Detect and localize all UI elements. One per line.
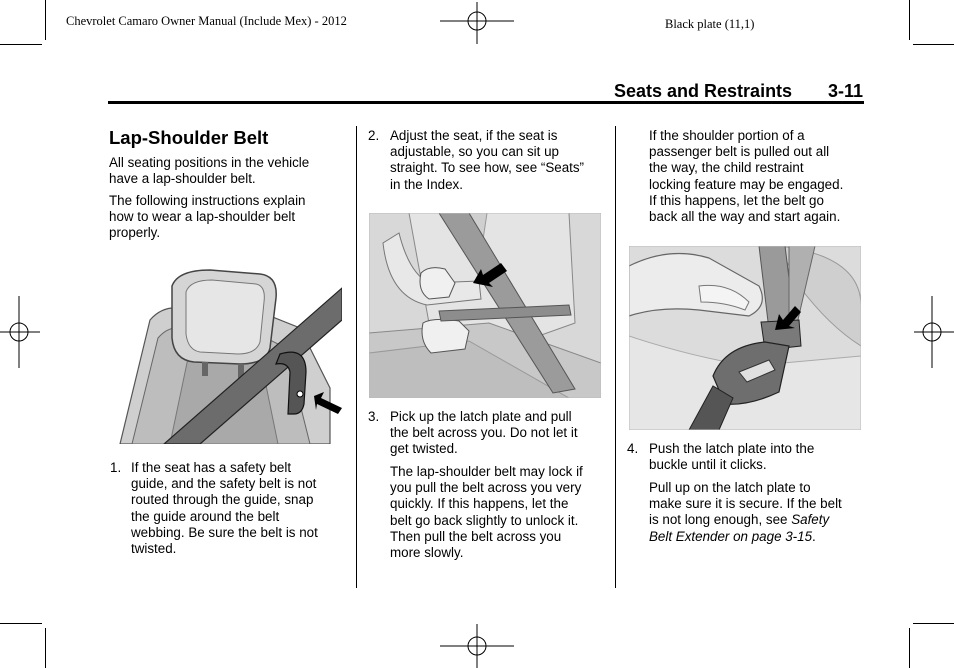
crop-mark [909,628,910,668]
text-line: the belt across you. Do not let it [390,425,578,441]
crop-mark [913,44,954,45]
text-line: twisted. [131,541,177,557]
seat-belt-guide-illustration [110,268,342,444]
text-fragment: is not long enough, see [649,512,792,528]
step-3-note [390,464,612,561]
manual-title: Chevrolet Camaro Owner Manual (Include Mex) - 2012 [66,14,347,28]
text-line: Then pull the belt across you [390,528,562,544]
crop-mark [0,623,42,624]
text-line: the way, the child restraint [649,160,804,176]
step-number: 1. [110,460,122,475]
text-line [649,512,864,528]
text-line: have a lap-shoulder belt. [109,171,256,187]
step-3-text [390,409,612,458]
text-line: more slowly. [390,545,464,561]
column-divider [615,126,616,588]
latch-buckle-illustration [629,246,861,430]
text-line: in the Index. [390,176,463,192]
text-line: Pick up the latch plate and pull [390,409,572,424]
text-line: buckle until it clicks. [649,457,767,473]
text-line: All seating positions in the vehicle [109,155,310,170]
text-line: properly. [109,225,161,241]
text-line: how to wear a lap-shoulder belt [109,209,296,225]
text-line: The following instructions explain [109,193,306,208]
registration-mark-bottom [440,624,514,668]
registration-mark-top [440,2,514,44]
instructions-paragraph [109,193,349,242]
step-4-note [649,480,864,545]
page-number: 3-11 [828,81,864,101]
text-line: routed through the guide, snap [131,492,314,508]
text-line: the guide around the belt [131,508,280,524]
step-number: 3. [368,409,380,424]
step-number: 4. [627,441,639,456]
header-rule [108,101,864,104]
intro-paragraph [109,155,349,187]
text-line: belt go back slightly to unlock it. [390,512,579,528]
text-line: make sure it is secure. If the belt [649,496,842,512]
cross-reference-link[interactable]: Safety [791,512,830,528]
text-line: Push the latch plate into the [649,441,815,456]
text-line: get twisted. [390,441,458,457]
section-heading: Lap-Shoulder Belt [109,127,269,148]
text-fragment: . [812,528,816,544]
text-line [649,529,864,545]
text-line: locking feature may be engaged. [649,176,844,192]
crop-mark [0,44,42,45]
pull-belt-illustration [369,213,601,398]
text-line: straight. To see how, see “Seats” [390,160,585,176]
text-line: back all the way and start again. [649,209,841,225]
text-line: If this happens, let the belt go [649,192,824,208]
text-line: Pull up on the latch plate to [649,480,811,495]
step-number: 2. [368,128,380,143]
crop-mark [913,623,954,624]
step-4-text [649,441,864,473]
cross-reference-link[interactable]: Belt Extender on page 3-15 [649,528,813,544]
text-line: The lap-shoulder belt may lock if [390,464,583,479]
step-2-text [390,128,612,193]
crop-mark [45,628,46,668]
registration-mark-right [914,296,954,368]
text-line: you pull the belt across you very [390,480,582,496]
step-1-text [131,460,353,557]
text-line: If the shoulder portion of a [649,128,805,143]
text-line: guide, and the safety belt is not [131,476,317,492]
column-divider [356,126,357,588]
text-line: webbing. Be sure the belt is not [131,524,318,540]
crop-mark [45,0,46,40]
text-line: Adjust the seat, if the seat is [390,128,558,143]
text-line: If the seat has a safety belt [131,460,292,475]
crop-mark [909,0,910,40]
passenger-belt-note [649,128,864,225]
text-line: passenger belt is pulled out all [649,144,830,160]
section-title: Seats and Restraints [614,81,793,101]
registration-mark-left [0,296,40,368]
text-line: quickly. If this happens, let the [390,496,569,512]
text-line: adjustable, so you can sit up [390,144,559,160]
plate-label: Black plate (11,1) [665,17,755,31]
